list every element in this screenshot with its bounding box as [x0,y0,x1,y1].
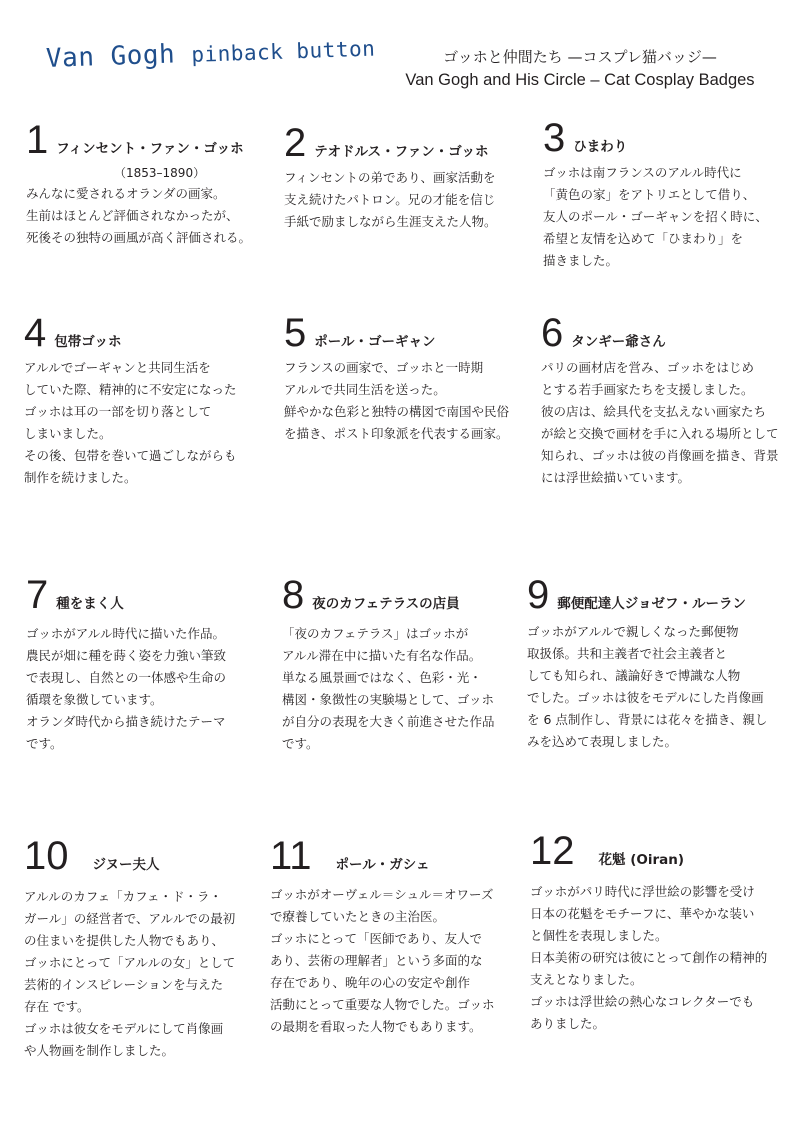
card-number: 5 [284,311,307,355]
card-number: 12 [530,829,575,873]
card-description: ゴッホは南フランスのアルル時代に 「黄色の家」をアトリエとして借り、 友人のポール・ゴーギャンを招く時に、 希望と友情を込めて「ひまわり」を 描きました。 [543,165,768,268]
card-description: パリの画材店を営み、ゴッホをはじめ とする若手画家たちを支援しました。 彼の店は、絵具代を支払えない画家たち が絵と交換で画材を手に入れる場所として 知られ、ゴッホは彼の肖像画を描き、背景 には浮世絵描いています。 [541,360,779,485]
card-description: ゴッホがオーヴェル＝シュル＝オワーズ で療養していたときの主治医。 ゴッホにとって「医師であり、友人で あり、芸術の理解者」という多面的な 存在であり、晩年の心の安定や創作 活動にとって重要な人物でした。ゴッホ の最期を看取った人物でもあります。 [270,887,495,1034]
card-name: ポール・ガシェ [335,857,430,873]
card-name: 種をまく人 [56,596,124,612]
card-10 [24,836,284,1062]
card-description: フランスの画家で、ゴッホと一時期 アルルで共同生活を送った。 鮮やかな色彩と独特の構図で南国や民俗 を描き、ポスト印象派を代表する画家。 [284,360,510,441]
card-description: フィンセントの弟であり、画家活動を 支え続けたパトロン。兄の才能を信じ 手紙で励ましながら生涯支えた人物。 [284,170,497,229]
card-description: ゴッホがアルル時代に描いた作品。 農民が畑に種を蒔く姿を力強い筆致 で表現し、自然との一体感や生命の 循環を象徴しています。 オランダ時代から描き続けたテーマ です。 [26,626,227,751]
card-years: （1853–1890） [114,166,206,180]
card-name: ひまわり [573,139,628,155]
card-number: 11 [270,834,312,878]
card-description: アルルのカフェ「カフェ・ド・ラ・ ガール」の経営者で、アルルでの最初 の住まいを提供した人物でもあり、 ゴッホにとって「アルルの女」として 芸術的インスピレーションを与えた 存在 です。 ゴッホは彼女をモデルにして肖像画 や人物画を制作しました。 [24,889,236,1058]
card-8 [282,575,542,755]
brand-logo [45,33,375,74]
card-2 [284,123,544,233]
card-name: ポール・ゴーギャン [314,334,436,350]
card-number: 6 [541,311,564,355]
card-description: ゴッホがパリ時代に浮世絵の影響を受け 日本の花魁をモチーフに、華やかな装い と個性を表現しました。 日本美術の研究は彼にとって創作の精神的 支えとなりました。 ゴッホは浮世絵の熱心なコレクターでも ありました。 [530,884,768,1031]
card-description: ゴッホがアルルで親しくなった郵便物 取扱係。共和主義者で社会主義者と しても知られ、議論好きで博識な人物 でした。ゴッホは彼をモデルにした肖像画 を 6 点制作し、背景には花々を描き、親し みを込めて表現しました。 [527,624,768,749]
page-title-en: Van Gogh and His Circle – Cat Cosplay Badges [405,71,755,89]
card-5 [284,313,544,445]
card-description: みんなに愛されるオランダの画家。 生前はほとんど評価されなかったが、 死後その独特の画風が高く評価される。 [26,186,252,245]
card-7 [26,575,286,755]
card-number: 3 [543,116,566,160]
card-12 [530,831,790,1035]
card-11 [270,836,530,1038]
card-6 [541,313,791,489]
card-number: 7 [26,573,49,617]
card-description: アルルでゴーギャンと共同生活を していた際、精神的に不安定になった ゴッホは耳の一部を切り落として しまいました。 その後、包帯を巻いて過ごしながらも 制作を続けました。 [24,360,237,485]
card-name: 夜のカフェテラスの店員 [312,596,460,612]
logo-text: Van Gogh [45,39,176,74]
card-name: 包帯ゴッホ [54,334,122,350]
card-name: テオドルス・ファン・ゴッホ [314,144,489,160]
card-number: 4 [24,311,47,355]
card-1 [26,120,286,249]
page-title-jp: ゴッホと仲間たち —コスプレ猫バッジ— [443,48,717,66]
card-number: 8 [282,573,305,617]
card-number: 10 [24,834,69,878]
card-name: タンギー爺さん [571,334,666,350]
logo-subtext: pinback button [190,36,376,67]
card-3 [543,118,800,272]
card-name: 郵便配達人ジョゼフ・ルーラン [557,596,746,612]
card-9 [527,575,787,753]
card-number: 9 [527,573,550,617]
card-4 [24,313,284,489]
card-name: 花魁 (Oiran) [598,852,685,868]
card-number: 2 [284,121,307,165]
card-name: フィンセント・ファン・ゴッホ [56,141,244,157]
card-number: 1 [26,118,49,162]
card-description: 「夜のカフェテラス」はゴッホが アルル滞在中に描いた有名な作品。 単なる風景画ではなく、色彩・光・ 構図・象徴性の実験場として、ゴッホ が自分の表現を大きく前進させた作品 です。 [282,626,495,751]
card-name: ジヌー夫人 [92,857,160,873]
